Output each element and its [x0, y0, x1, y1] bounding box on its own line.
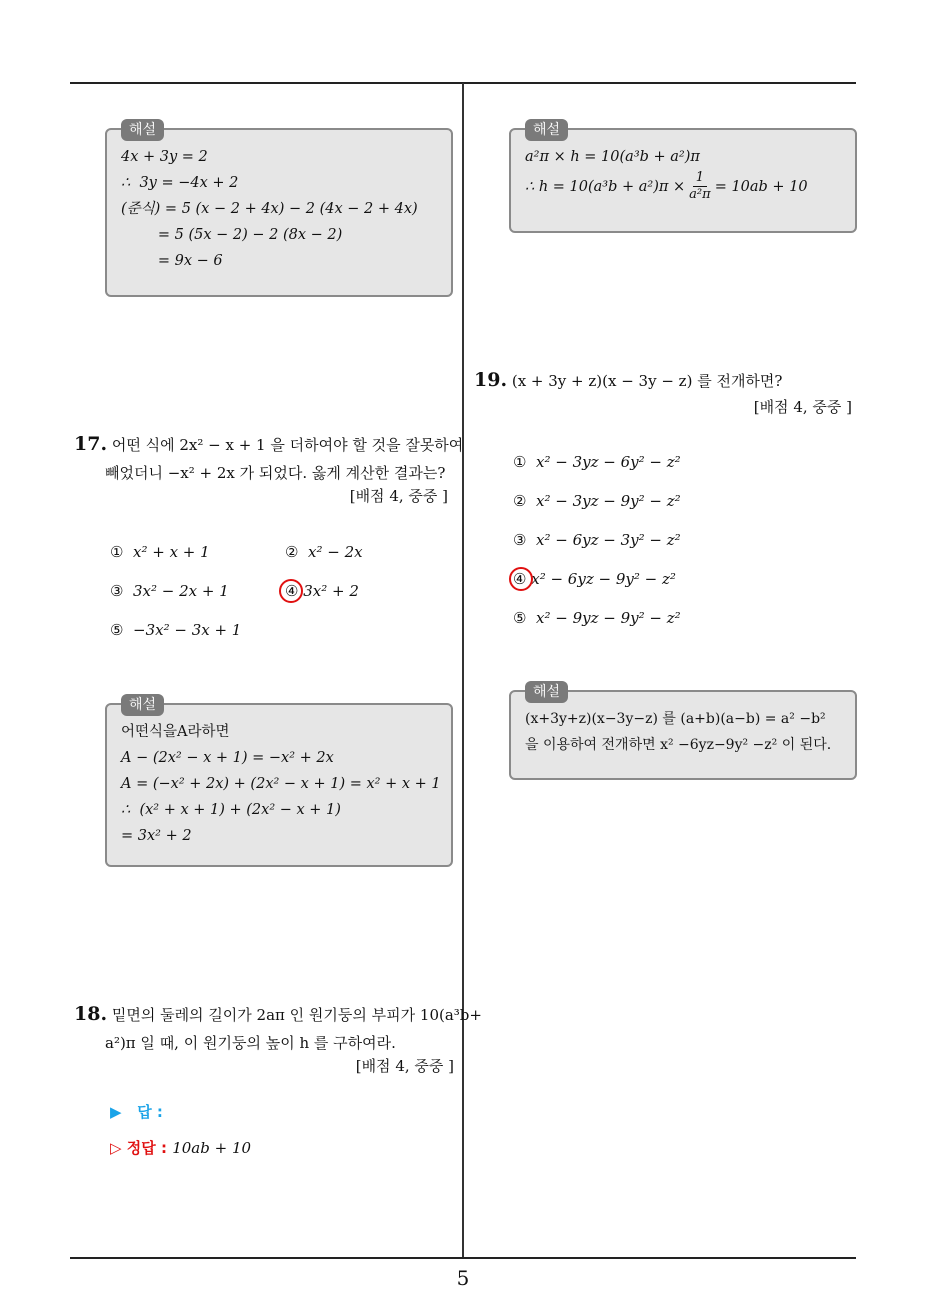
solution-line: [525, 170, 841, 203]
solution-line: A − (2x² − x + 1) = −x² + 2x: [121, 750, 334, 766]
option-5[interactable]: [110, 621, 241, 639]
solution-line: 4x + 3y = 2: [121, 149, 208, 165]
solution-fragment: ∴ h = 10(a³b + a²)π ×: [525, 178, 686, 195]
question-text: a²)π 일 때, 이 원기둥의 높이 h 를 구하여라.: [105, 1034, 396, 1052]
option-label: ③: [513, 531, 527, 549]
option-text: 3x² + 2: [303, 582, 359, 600]
option-label: ②: [513, 492, 527, 510]
option-label: ④: [513, 570, 527, 588]
solution-line: = 3x² + 2: [121, 828, 192, 844]
solution-line: 어떤식을A라하면: [121, 724, 230, 740]
solution-line: ∴ 3y = −4x + 2: [121, 175, 239, 191]
option-1[interactable]: [513, 453, 681, 471]
solution-line: 을 이용하여 전개하면 x² −6yz−9y² −z² 이 된다.: [525, 737, 832, 753]
option-label: ⑤: [513, 609, 527, 627]
option-5[interactable]: [513, 609, 681, 627]
option-3[interactable]: [110, 582, 229, 600]
option-text: x² − 9yz − 9y² − z²: [536, 609, 681, 627]
fraction-denominator: a²π: [689, 187, 711, 202]
question-text: 빼었더니 −x² + 2x 가 되었다. 옳게 계산한 결과는?: [105, 464, 446, 482]
solution-box-18: [509, 122, 857, 233]
question-number: 17.: [74, 433, 108, 455]
option-label: ④: [285, 582, 299, 600]
option-text: x² − 3yz − 9y² − z²: [536, 492, 681, 510]
answer-label: 답 :: [137, 1103, 163, 1121]
page-number: 5: [456, 1266, 470, 1290]
solution-line: = 5 (5x − 2) − 2 (8x − 2): [121, 227, 343, 243]
question-meta: [배점 4, 중중 ]: [355, 1057, 454, 1075]
solution-box-17: [105, 697, 453, 867]
option-2[interactable]: [513, 492, 681, 510]
option-label: ②: [285, 543, 299, 561]
question-meta: [배점 4, 중중 ]: [753, 398, 852, 416]
correct-label: 정답 :: [126, 1139, 167, 1157]
solution-line: ∴ (x² + x + 1) + (2x² − x + 1): [121, 802, 341, 818]
answer-input-row[interactable]: [110, 1101, 163, 1122]
question-meta: [배점 4, 중중 ]: [349, 487, 448, 505]
option-label: ①: [513, 453, 527, 471]
option-label: ①: [110, 543, 124, 561]
option-1[interactable]: [110, 543, 210, 561]
option-label: ③: [110, 582, 124, 600]
question-19: [474, 366, 860, 395]
arrow-outline-icon: ▷: [110, 1139, 122, 1157]
option-label: ⑤: [110, 621, 124, 639]
arrow-right-icon: ▶: [110, 1103, 122, 1121]
solution-line: = 9x − 6: [121, 253, 223, 269]
solution-fragment: = 10ab + 10: [714, 178, 808, 195]
question-text: (x + 3y + z)(x − 3y − z) 를 전개하면?: [511, 372, 783, 390]
selected-answer-mark: [509, 567, 533, 591]
option-text: −3x² − 3x + 1: [133, 621, 242, 639]
correct-value: 10ab + 10: [172, 1139, 252, 1157]
option-3[interactable]: [513, 531, 681, 549]
solution-box-19: [509, 684, 857, 780]
solution-tag: 해설: [121, 694, 164, 716]
option-text: x² − 6yz − 3y² − z²: [536, 531, 681, 549]
selected-answer-mark: [279, 579, 303, 603]
solution-line: a²π × h = 10(a³b + a²)π: [525, 149, 700, 165]
option-text: x² + x + 1: [133, 543, 210, 561]
solution-tag: 해설: [525, 119, 568, 141]
question-17: [74, 430, 464, 487]
solution-line: (x+3y+z)(x−3y−z) 를 (a+b)(a−b) = a² −b²: [525, 711, 826, 727]
option-text: 3x² − 2x + 1: [133, 582, 229, 600]
fraction: [689, 170, 711, 203]
solution-tag: 해설: [525, 681, 568, 703]
solution-line: (준식) = 5 (x − 2 + 4x) − 2 (4x − 2 + 4x): [121, 201, 418, 217]
option-text: x² − 6yz − 9y² − z²: [531, 570, 676, 588]
question-number: 19.: [474, 369, 508, 391]
question-text: 밑면의 둘레의 길이가 2aπ 인 원기둥의 부피가 10(a³b+: [111, 1006, 482, 1024]
bottom-rule: [70, 1257, 856, 1259]
correct-answer-row: [110, 1137, 251, 1158]
question-text: 어떤 식에 2x² − x + 1 을 더하여야 할 것을 잘못하여: [111, 436, 464, 454]
option-text: x² − 2x: [308, 543, 363, 561]
question-number: 18.: [74, 1003, 108, 1025]
column-divider: [462, 83, 464, 1259]
option-4[interactable]: [513, 570, 676, 588]
solution-box-16: [105, 122, 453, 297]
question-18: [74, 1000, 482, 1057]
solution-tag: 해설: [121, 119, 164, 141]
fraction-numerator: 1: [693, 170, 707, 187]
option-2[interactable]: [285, 543, 363, 561]
option-text: x² − 3yz − 6y² − z²: [536, 453, 681, 471]
solution-line: A = (−x² + 2x) + (2x² − x + 1) = x² + x + 1: [121, 776, 441, 792]
